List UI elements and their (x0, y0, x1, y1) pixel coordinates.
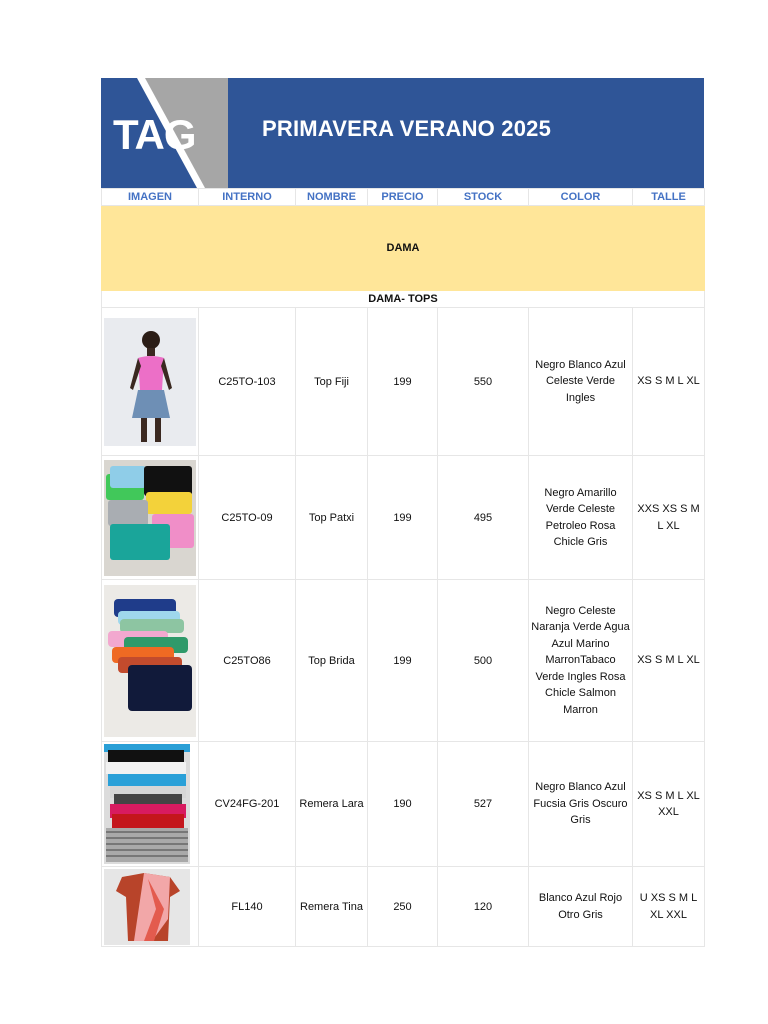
product-interno: C25TO-09 (199, 456, 296, 580)
product-image-cell (102, 742, 199, 867)
column-header-imagen: IMAGEN (102, 189, 199, 206)
product-interno: CV24FG-201 (199, 742, 296, 867)
product-color: Negro Blanco Azul Celeste Verde Ingles (529, 308, 633, 456)
tag-logo-icon (101, 78, 228, 188)
column-header-color: COLOR (529, 189, 633, 206)
column-header-stock: STOCK (438, 189, 529, 206)
product-nombre: Top Patxi (296, 456, 368, 580)
product-interno: C25TO86 (199, 580, 296, 742)
product-stock: 550 (438, 308, 529, 456)
product-nombre: Remera Tina (296, 867, 368, 947)
product-image-cell (102, 456, 199, 580)
column-header-interno: INTERNO (199, 189, 296, 206)
product-precio: 199 (368, 456, 438, 580)
table-row (102, 456, 705, 580)
table-row (102, 308, 705, 456)
product-photo-icon (104, 869, 190, 945)
product-photo-icon (104, 318, 196, 446)
product-color: Negro Celeste Naranja Verde Agua Azul Marino MarronTabaco Verde Ingles Rosa Chicle Salmon Marron (529, 580, 633, 742)
column-header-talle: TALLE (633, 189, 705, 206)
product-stock: 500 (438, 580, 529, 742)
product-talle: XXS XS S M L XL (633, 456, 705, 580)
table-header-row (102, 189, 705, 206)
product-image-cell (102, 867, 199, 947)
product-precio: 199 (368, 580, 438, 742)
product-precio: 199 (368, 308, 438, 456)
subsection-row (102, 291, 705, 308)
product-interno: FL140 (199, 867, 296, 947)
product-color: Blanco Azul Rojo Otro Gris (529, 867, 633, 947)
page-title: PRIMAVERA VERANO 2025 (262, 116, 552, 141)
catalog-sheet (101, 78, 704, 947)
product-image-cell (102, 308, 199, 456)
section-row (102, 206, 705, 291)
product-nombre: Remera Lara (296, 742, 368, 867)
product-stock: 120 (438, 867, 529, 947)
product-image-cell (102, 580, 199, 742)
product-talle: U XS S M L XL XXL (633, 867, 705, 947)
table-row (102, 742, 705, 867)
table-row (102, 867, 705, 947)
product-precio: 250 (368, 867, 438, 947)
product-photo-icon (104, 460, 196, 576)
product-table (101, 188, 705, 947)
tag-logo (101, 78, 228, 188)
product-stock: 495 (438, 456, 529, 580)
product-photo-icon (104, 744, 190, 864)
product-stock: 527 (438, 742, 529, 867)
column-header-precio: PRECIO (368, 189, 438, 206)
product-photo-icon (104, 585, 196, 737)
logo-text: TAG (113, 111, 196, 158)
product-interno: C25TO-103 (199, 308, 296, 456)
product-nombre: Top Brida (296, 580, 368, 742)
column-header-nombre: NOMBRE (296, 189, 368, 206)
product-color: Negro Amarillo Verde Celeste Petroleo Rosa Chicle Gris (529, 456, 633, 580)
catalog-banner (101, 78, 704, 188)
table-row (102, 580, 705, 742)
product-nombre: Top Fiji (296, 308, 368, 456)
product-talle: XS S M L XL (633, 580, 705, 742)
product-color: Negro Blanco Azul Fucsia Gris Oscuro Gris (529, 742, 633, 867)
product-precio: 190 (368, 742, 438, 867)
subsection-title: DAMA- TOPS (102, 291, 705, 308)
product-talle: XS S M L XL XXL (633, 742, 705, 867)
product-talle: XS S M L XL (633, 308, 705, 456)
section-title: DAMA (102, 206, 705, 291)
